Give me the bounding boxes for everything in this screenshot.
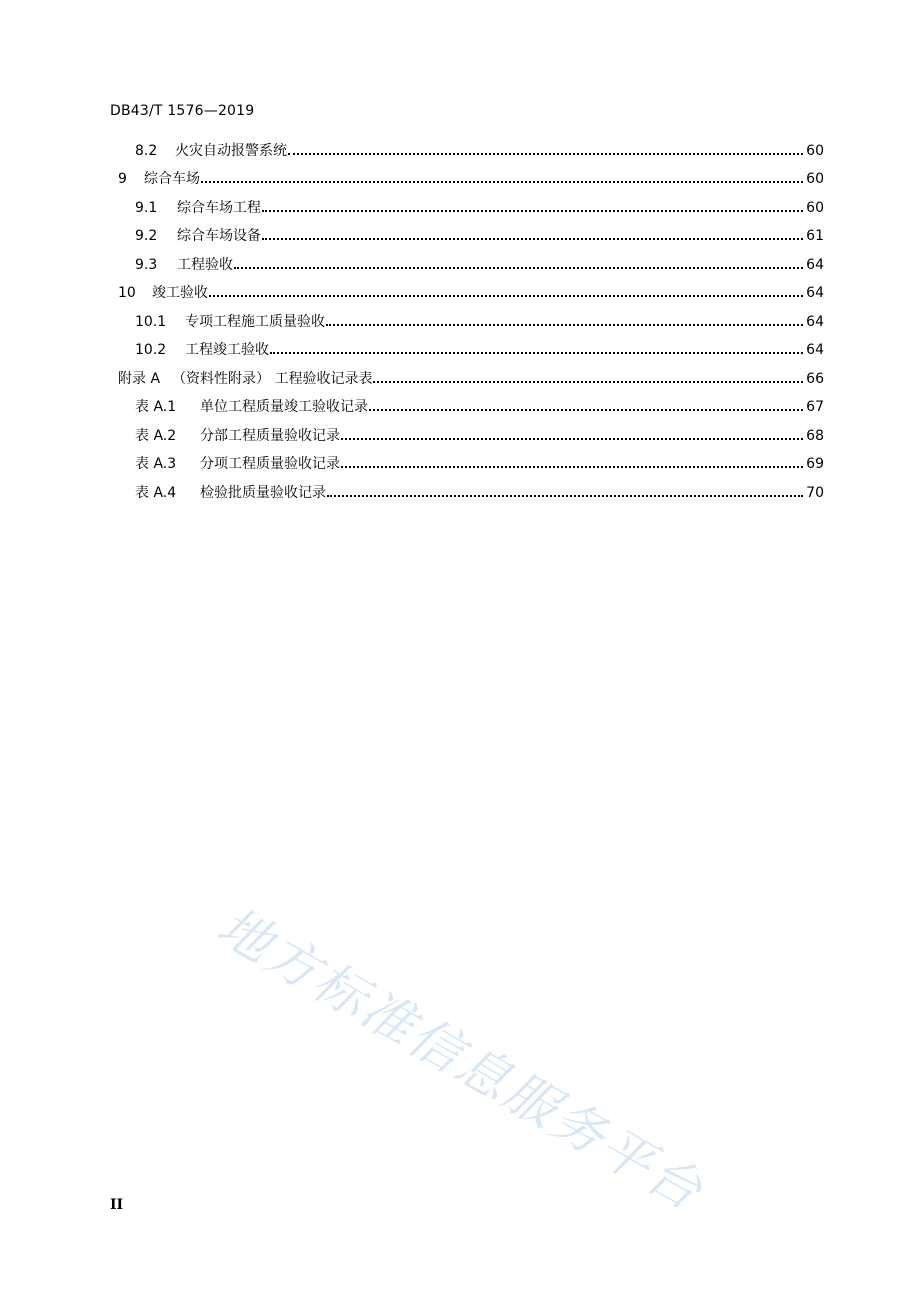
toc-entry-page: 67 xyxy=(806,399,824,415)
toc-entry-page: 61 xyxy=(806,228,824,244)
toc-entry-title: 火灾自动报警系统 xyxy=(175,143,287,159)
toc-entry-page: 68 xyxy=(806,428,824,444)
toc-entry[interactable] xyxy=(135,254,824,276)
watermark: 地方标准信息服务平台 xyxy=(207,896,714,1224)
page-number: II xyxy=(110,1197,124,1213)
toc-entry-title: （资料性附录） 工程验收记录表 xyxy=(172,371,373,387)
toc-entry-page: 64 xyxy=(806,342,824,358)
toc-entry-title: 检验批质量验收记录 xyxy=(200,485,326,501)
toc-dot-leader xyxy=(341,425,803,447)
toc-entry[interactable] xyxy=(118,282,824,304)
toc-entry-number: 9.3 xyxy=(135,257,158,273)
toc-entry-page: 69 xyxy=(806,456,824,472)
toc-entry-title: 工程竣工验收 xyxy=(185,342,269,358)
toc-dot-leader xyxy=(341,453,803,475)
toc-entry[interactable] xyxy=(135,482,824,504)
toc-dot-leader xyxy=(262,197,803,219)
toc-entry-number: 9 xyxy=(118,171,127,187)
toc-entry[interactable] xyxy=(135,197,824,219)
toc-entry-number: 8.2 xyxy=(135,143,158,159)
toc-entry-title: 分项工程质量验收记录 xyxy=(200,456,340,472)
toc-entry-number: 9.2 xyxy=(135,228,158,244)
toc-entry-page: 64 xyxy=(806,314,824,330)
toc-dot-leader xyxy=(234,254,803,276)
toc-entry-title: 综合车场 xyxy=(144,171,200,187)
toc-entry-number: 9.1 xyxy=(135,200,158,216)
toc-entry-page: 66 xyxy=(806,371,824,387)
toc-entry-page: 70 xyxy=(806,485,824,501)
toc-entry-title: 综合车场设备 xyxy=(177,228,261,244)
toc-entry[interactable] xyxy=(135,311,824,333)
toc-entry-page: 64 xyxy=(806,285,824,301)
toc-entry[interactable] xyxy=(135,225,824,247)
toc-dot-leader xyxy=(201,168,803,190)
toc-entry-number: 表 A.3 xyxy=(135,456,177,472)
toc-entry-number: 表 A.4 xyxy=(135,485,177,501)
toc-dot-leader xyxy=(373,368,803,390)
toc-entry-page: 60 xyxy=(806,143,824,159)
toc-entry-page: 60 xyxy=(806,171,824,187)
toc-entry-number: 10.1 xyxy=(135,314,167,330)
toc-entry-title: 竣工验收 xyxy=(152,285,208,301)
toc-dot-leader xyxy=(288,140,803,162)
toc-dot-leader xyxy=(262,225,803,247)
toc-entry-number: 表 A.1 xyxy=(135,399,177,415)
toc-dot-leader xyxy=(209,282,803,304)
toc-entry[interactable] xyxy=(135,425,824,447)
toc-entry-page: 60 xyxy=(806,200,824,216)
toc-entry-page: 64 xyxy=(806,257,824,273)
toc-entry-title: 专项工程施工质量验收 xyxy=(185,314,325,330)
toc-entry-number: 附录 A xyxy=(118,371,161,387)
toc-dot-leader xyxy=(326,311,803,333)
toc-entry-number: 10 xyxy=(118,285,136,301)
toc-entry-number: 表 A.2 xyxy=(135,428,177,444)
toc-entry[interactable] xyxy=(135,453,824,475)
toc-dot-leader xyxy=(327,482,803,504)
toc-entry[interactable] xyxy=(135,140,824,162)
toc-entry-title: 分部工程质量验收记录 xyxy=(200,428,340,444)
toc-entry[interactable] xyxy=(135,339,824,361)
toc-entry[interactable] xyxy=(118,168,824,190)
toc-entry-title: 单位工程质量竣工验收记录 xyxy=(200,399,368,415)
toc-dot-leader xyxy=(369,396,803,418)
toc-entry[interactable] xyxy=(118,368,824,390)
toc-dot-leader xyxy=(270,339,803,361)
toc-entry-title: 工程验收 xyxy=(177,257,233,273)
toc-entry[interactable] xyxy=(135,396,824,418)
document-code: DB43/T 1576—2019 xyxy=(110,103,255,119)
toc-entry-title: 综合车场工程 xyxy=(177,200,261,216)
toc-entry-number: 10.2 xyxy=(135,342,167,358)
